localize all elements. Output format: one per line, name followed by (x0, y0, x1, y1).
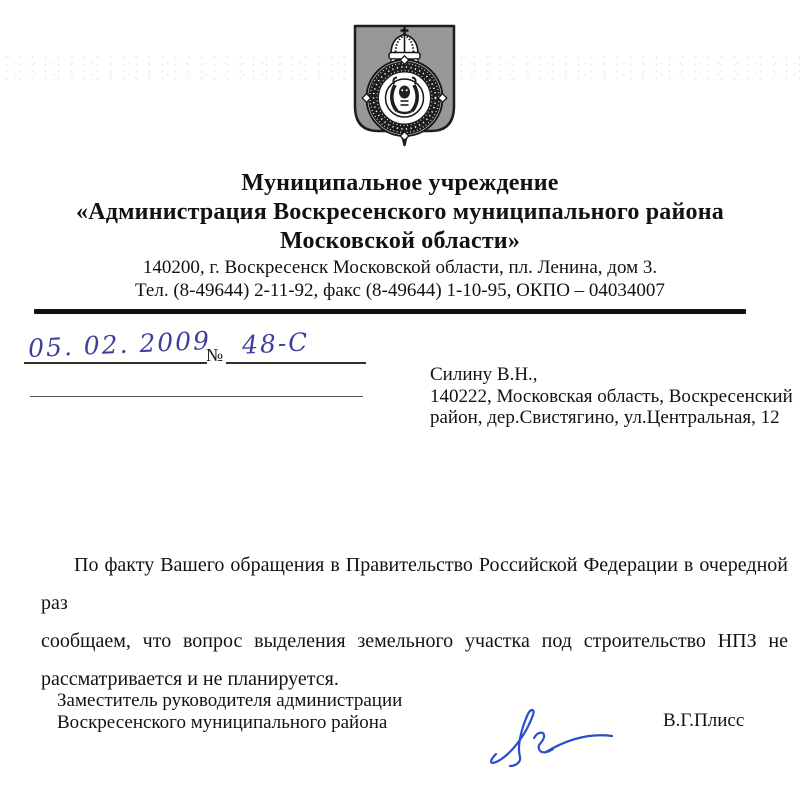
date-underline (24, 362, 207, 364)
body-line3: рассматривается и не планируется. (41, 668, 339, 690)
empty-reference-underline (30, 396, 363, 397)
signer-title-block (57, 690, 402, 733)
addressee-address-line2: район, дер.Свистягино, ул.Центральная, 12 (430, 407, 780, 428)
letterhead-divider-rule (34, 309, 746, 314)
org-name-line1: Муниципальное учреждение (241, 170, 559, 196)
org-contacts-block (0, 257, 800, 302)
number-sign: № (206, 345, 224, 365)
signer-name: В.Г.Плисс (663, 710, 745, 731)
org-address-line: 140200, г. Воскресенск Московской области, пл. Ленина, дом 3. (142, 257, 658, 278)
handwritten-signature (486, 702, 621, 770)
signer-title-line1: Заместитель руководителя администрации (57, 690, 403, 711)
body-line2: сообщаем, что вопрос выделения земельного участка под строительство НПЗ не (41, 630, 788, 652)
handwritten-number: 48-С (241, 327, 311, 360)
addressee-name: Силину В.Н., (430, 364, 538, 385)
coat-of-arms-icon (351, 22, 458, 153)
org-name-line2: «Администрация Воскресенского муниципального района (76, 199, 724, 225)
body-line1: По факту Вашего обращения в Правительство Российской Федерации в очередной раз (41, 554, 788, 614)
org-name-line3: Московской области» (279, 228, 521, 254)
letter-body (41, 546, 788, 698)
signer-title-line2: Воскресенского муниципального района (57, 711, 388, 733)
number-underline (226, 362, 366, 364)
org-name-block (0, 169, 800, 256)
handwritten-date: 05. 02. 2009 (27, 326, 212, 363)
addressee-address-line1: 140222, Московская область, Воскресенский (430, 385, 793, 407)
org-phone-line: Тел. (8-49644) 2-11-92, факс (8-49644) 1-10-95, ОКПО – 04034007 (135, 279, 665, 301)
addressee-block (430, 364, 793, 429)
